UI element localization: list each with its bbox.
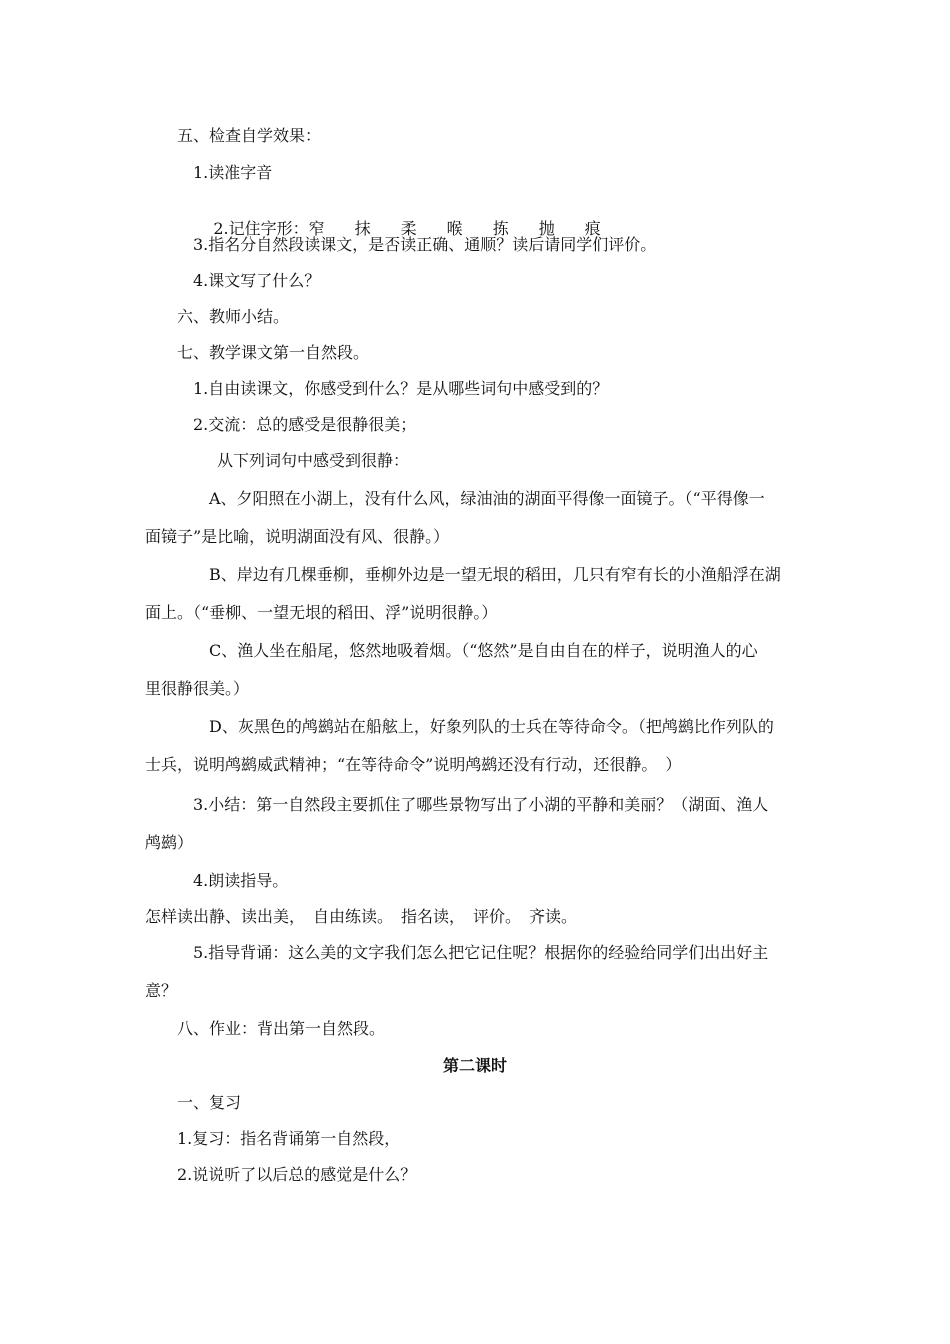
item-recitation-line-1: 5.指导背诵：这么美的文字我们怎么把它记住呢？根据你的经验给同学们出出好主 [193,943,769,962]
point-d-line-1: D、灰黑色的鸬鹚站在船舷上，好象列队的士兵在等待命令。（把鸬鹚比作列队的 [209,717,774,736]
item-read-pronunciation: 1.读准字音 [193,163,273,182]
point-a-line-1: A、夕阳照在小湖上，没有什么风，绿油油的湖面平得像一面镜子。（“平得像一 [209,489,765,508]
item-reading-guide: 4.朗读指导。 [193,871,289,890]
point-b-line-2: 面上。（“垂柳、一望无垠的稻田、浮”说明很静。） [145,603,498,622]
item-summary-line-2: 鸬鹚） [145,833,194,852]
point-c-line-2: 里很静很美。） [145,679,250,698]
character: 痕 [584,219,601,238]
item-summary-line-1: 3.小结：第一自然段主要抓住了哪些景物写出了小湖的平静和美丽？（湖面、渔人 [193,795,769,814]
character: 抛 [538,219,555,238]
item-exchange: 2.交流：总的感受是很静很美； [193,415,417,434]
point-b-line-1: B、岸边有几棵垂柳，垂柳外边是一望无垠的稻田，几只有窄有长的小渔船浮在湖 [209,565,781,584]
point-d-line-2: 士兵，说明鸬鹚威武精神；“在等待命令”说明鸬鹚还没有行动，还很静。 ） [145,755,682,774]
character: 拣 [492,219,509,238]
item-read-by-paragraph: 3.指名分自然段读课文，是否读正确、通顺？读后请同学们评价。 [193,235,657,254]
item-label: 2.记住字形： [213,219,309,238]
character: 窄 [308,219,325,238]
character: 喉 [446,219,463,238]
point-a-line-2: 面镜子”是比喻，说明湖面没有风、很静。） [145,527,450,546]
section-7-title: 七、教学课文第一自然段。 [177,343,370,362]
review-item-2: 2.说说听了以后总的感觉是什么？ [177,1165,417,1184]
item-exchange-sub: 从下列词句中感受到很静： [217,451,410,470]
item-reading-guide-sub: 怎样读出静、读出美， 自由练读。 指名读， 评价。 齐读。 [145,907,578,926]
lesson-heading: 第二课时 [443,1056,508,1075]
review-section-title: 一、复习 [177,1093,242,1112]
character: 抹 [354,219,371,238]
item-free-reading: 1.自由读课文，你感受到什么？是从哪些词句中感受到的？ [193,379,609,398]
item-what-text-wrote: 4.课文写了什么？ [193,271,321,290]
section-5-title: 五、检查自学效果： [177,126,322,145]
section-6-title: 六、教师小结。 [177,307,290,326]
review-item-1: 1.复习：指名背诵第一自然段， [177,1129,401,1148]
point-c-line-1: C、渔人坐在船尾，悠然地吸着烟。（“悠然”是自由自在的样子，说明渔人的心 [209,641,758,660]
item-recitation-line-2: 意？ [145,981,178,1000]
character: 柔 [400,219,417,238]
section-8-title: 八、作业：背出第一自然段。 [177,1019,386,1038]
